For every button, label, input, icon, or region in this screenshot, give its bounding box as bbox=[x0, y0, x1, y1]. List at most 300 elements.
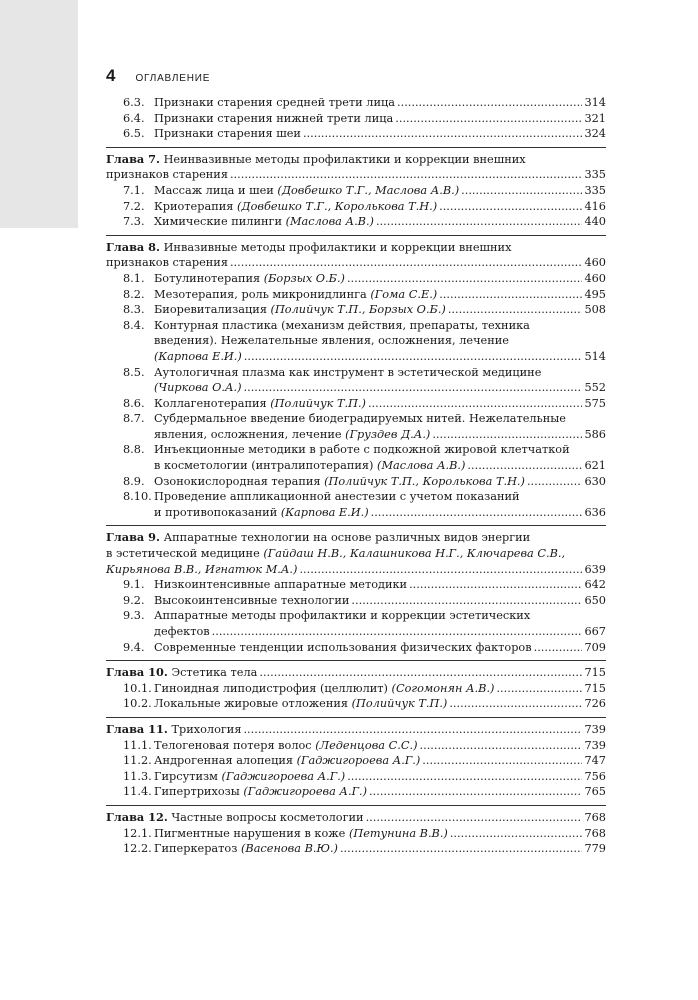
toc-line-text bbox=[106, 562, 297, 578]
chapter-title-text: признаков старения bbox=[106, 168, 228, 182]
entry-number: 8.6. bbox=[123, 396, 145, 410]
entry-authors: (Карпова Е.И.) bbox=[154, 349, 242, 363]
dot-leader bbox=[397, 95, 582, 111]
entry-body bbox=[154, 271, 606, 287]
entry-title-line: Аппаратные методы профилактики и коррекции эстетических bbox=[154, 609, 531, 623]
chapter-heading bbox=[106, 665, 606, 681]
entry-title-text: Пигментные нарушения в коже bbox=[154, 826, 346, 840]
page-ref: 726 bbox=[584, 697, 606, 711]
entry-body bbox=[154, 111, 606, 127]
toc-line-text bbox=[154, 199, 437, 215]
entry-number: 12.1. bbox=[123, 826, 152, 840]
chapter-heading bbox=[106, 530, 606, 577]
entry-body bbox=[154, 126, 606, 142]
page-ref: 514 bbox=[584, 349, 606, 363]
entry-title-text: дефектов bbox=[154, 625, 210, 638]
dot-leader bbox=[243, 722, 582, 738]
toc-line bbox=[154, 287, 606, 303]
entry-authors: (Маслова А.В.) bbox=[285, 215, 374, 229]
dot-leader bbox=[366, 810, 583, 826]
toc-line-text bbox=[154, 769, 345, 785]
entry-body bbox=[154, 474, 606, 490]
toc-line-text bbox=[154, 458, 465, 474]
toc-entry bbox=[106, 769, 606, 785]
toc-line-text bbox=[154, 640, 532, 656]
entry-title-text: Мезотерапия, роль микронидлинга bbox=[154, 287, 367, 301]
toc-line bbox=[154, 640, 606, 656]
entry-body bbox=[154, 199, 606, 215]
chapter-title-text: признаков старения bbox=[106, 256, 228, 270]
toc-line bbox=[106, 167, 606, 183]
page-ref: 440 bbox=[584, 215, 606, 229]
entry-authors: (Борзых О.Б.) bbox=[263, 271, 345, 285]
dot-leader bbox=[299, 562, 582, 578]
toc-entry bbox=[106, 640, 606, 656]
chapter-label: Глава 11. bbox=[106, 721, 168, 736]
page-ref: 416 bbox=[584, 199, 606, 213]
table-of-contents bbox=[106, 95, 606, 857]
dot-leader bbox=[347, 271, 583, 287]
page-ref: 756 bbox=[584, 769, 606, 783]
page-ref: 768 bbox=[584, 810, 606, 824]
entry-title-line: Контурная пластика (механизм действия, препараты, техника bbox=[154, 318, 530, 332]
page-ref: 747 bbox=[584, 754, 606, 768]
toc-chapter bbox=[106, 235, 606, 521]
page-ref: 621 bbox=[584, 459, 606, 473]
entry-body bbox=[154, 769, 606, 785]
chapter-label: Глава 7. bbox=[106, 151, 160, 166]
page-ref: 709 bbox=[584, 640, 606, 654]
dot-leader bbox=[420, 738, 583, 754]
page-ref: 495 bbox=[584, 287, 606, 301]
dot-leader bbox=[422, 753, 582, 769]
page-ref: 630 bbox=[584, 474, 606, 488]
dot-leader bbox=[432, 427, 582, 443]
entry-authors: (Гаджигороева А.Г.) bbox=[221, 769, 346, 783]
entry-title-text: в косметологии (интралипотерапия) bbox=[154, 459, 374, 473]
toc-line bbox=[154, 349, 606, 365]
page-ref: 321 bbox=[584, 111, 606, 125]
toc-line bbox=[154, 826, 606, 842]
page-ref: 715 bbox=[584, 681, 606, 695]
dot-leader bbox=[534, 640, 583, 656]
dot-leader bbox=[230, 255, 582, 271]
entry-body bbox=[154, 640, 606, 656]
toc-line-text bbox=[154, 474, 525, 490]
toc-line-text bbox=[154, 271, 345, 287]
toc-entry bbox=[106, 608, 606, 639]
dot-leader bbox=[244, 380, 583, 396]
entry-authors: (Полийчук Т.П., Королькова Т.Н.) bbox=[324, 474, 525, 488]
entry-authors: (Маслова А.В.) bbox=[377, 459, 466, 473]
dot-leader bbox=[449, 696, 582, 712]
toc-line-text bbox=[106, 810, 364, 826]
toc-line bbox=[154, 302, 606, 318]
entry-number: 11.3. bbox=[123, 769, 152, 783]
dot-leader bbox=[212, 624, 583, 640]
entry-title-text: Коллагенотерапия bbox=[154, 396, 267, 410]
toc-line bbox=[154, 577, 606, 593]
page-ref: 636 bbox=[584, 505, 606, 519]
entry-title-text: Локальные жировые отложения bbox=[154, 697, 349, 711]
entry-title-line: Субдермальное введение биодеградируемых нитей. Нежелательные bbox=[154, 412, 566, 426]
toc-line-text bbox=[154, 214, 374, 230]
entry-body bbox=[154, 183, 606, 199]
toc-line-text bbox=[154, 753, 420, 769]
entry-title-text: Телогеновая потеря волос bbox=[154, 738, 312, 752]
page-ref: 667 bbox=[584, 625, 606, 638]
entry-number: 9.4. bbox=[123, 640, 145, 654]
toc-entry bbox=[106, 199, 606, 215]
toc-chapter bbox=[106, 660, 606, 712]
toc-chapter bbox=[106, 717, 606, 800]
entry-number: 6.3. bbox=[123, 96, 145, 109]
entry-title-text: Гипертрихозы bbox=[154, 785, 240, 799]
entry-authors: (Полийчук Т.П., Борзых О.Б.) bbox=[270, 303, 446, 317]
page-ref: 768 bbox=[584, 826, 606, 840]
dot-leader bbox=[340, 841, 582, 857]
toc-line bbox=[154, 183, 606, 199]
toc-line bbox=[106, 722, 606, 738]
toc-line bbox=[154, 474, 606, 490]
entry-title-text: Андрогенная алопеция bbox=[154, 754, 294, 768]
entry-authors: (Полийчук Т.П.) bbox=[270, 396, 366, 410]
chapter-title-text: Трихология bbox=[171, 722, 242, 736]
toc-entry bbox=[106, 287, 606, 303]
entry-authors: (Леденцова С.С.) bbox=[315, 738, 418, 752]
chapter-authors: Кирьянова В.В., Игнатюк М.А.) bbox=[106, 562, 298, 576]
dot-leader bbox=[450, 826, 583, 842]
toc-entry bbox=[106, 271, 606, 287]
entry-number: 8.3. bbox=[123, 303, 145, 317]
toc-entry bbox=[106, 183, 606, 199]
toc-chapter bbox=[106, 525, 606, 655]
entry-body bbox=[154, 784, 606, 800]
entry-title-text: Признаки старения нижней трети лица bbox=[154, 111, 394, 125]
toc-entry bbox=[106, 593, 606, 609]
entry-title-text: явления, осложнения, лечение bbox=[154, 427, 342, 441]
toc-entry bbox=[106, 841, 606, 857]
chapter-title-line bbox=[106, 152, 606, 168]
toc-line-text bbox=[154, 427, 430, 443]
toc-chapter bbox=[106, 95, 606, 142]
entry-title-line: Инъекционные методики в работе с подкожной жировой клетчаткой bbox=[154, 443, 570, 457]
entry-body bbox=[154, 577, 606, 593]
dot-leader bbox=[369, 784, 582, 800]
chapter-title-line bbox=[106, 240, 606, 256]
toc-entry bbox=[106, 577, 606, 593]
toc-entry bbox=[106, 474, 606, 490]
entry-number: 11.4. bbox=[123, 785, 152, 799]
chapter-heading bbox=[106, 722, 606, 738]
entry-title-text: Криотерапия bbox=[154, 199, 234, 213]
entry-number: 8.8. bbox=[123, 443, 145, 457]
entry-title-text: и противопоказаний bbox=[154, 505, 278, 519]
entry-number: 9.1. bbox=[123, 578, 145, 592]
entry-number: 8.5. bbox=[123, 365, 145, 379]
page-ref: 460 bbox=[584, 271, 606, 285]
toc-line-text bbox=[154, 624, 210, 640]
entry-number: 8.7. bbox=[123, 412, 145, 426]
entry-body bbox=[154, 411, 606, 442]
chapter-heading bbox=[106, 240, 606, 271]
page-ref: 335 bbox=[584, 168, 606, 182]
entry-body bbox=[154, 593, 606, 609]
entry-number: 8.9. bbox=[123, 474, 145, 488]
page-ref: 460 bbox=[584, 256, 606, 270]
toc-line-text bbox=[106, 167, 228, 183]
entry-title-text: Озонокислородная терапия bbox=[154, 474, 321, 488]
entry-body bbox=[154, 489, 606, 520]
toc-line bbox=[154, 624, 606, 640]
entry-body bbox=[154, 442, 606, 473]
toc-line bbox=[154, 380, 606, 396]
toc-line bbox=[154, 681, 606, 697]
dot-leader bbox=[439, 199, 582, 215]
entry-number: 12.2. bbox=[123, 842, 152, 856]
entry-body bbox=[154, 841, 606, 857]
chapter-title-text: в эстетической медицине bbox=[106, 547, 260, 561]
entry-authors: (Полийчук Т.П.) bbox=[351, 697, 448, 711]
entry-number: 10.1. bbox=[123, 681, 152, 695]
entry-title-line: введения). Нежелательные явления, осложнения, лечение bbox=[154, 334, 509, 348]
toc-line-text bbox=[154, 826, 448, 842]
entry-body bbox=[154, 396, 606, 412]
toc-entry bbox=[106, 396, 606, 412]
dot-leader bbox=[448, 302, 583, 318]
chapter-heading bbox=[106, 810, 606, 826]
side-tab-decoration bbox=[0, 0, 78, 228]
toc-line-text bbox=[154, 593, 349, 609]
page-ref: 508 bbox=[584, 303, 606, 317]
toc-entry bbox=[106, 302, 606, 318]
page-ref: 324 bbox=[584, 127, 606, 141]
entry-body bbox=[154, 826, 606, 842]
toc-line bbox=[154, 271, 606, 287]
page-ref: 739 bbox=[584, 722, 606, 736]
toc-line-text bbox=[154, 577, 407, 593]
entry-body bbox=[154, 365, 606, 396]
dot-leader bbox=[303, 126, 582, 142]
entry-number: 11.1. bbox=[123, 738, 152, 752]
entry-body bbox=[154, 318, 606, 365]
dot-leader bbox=[461, 183, 582, 199]
page-header bbox=[106, 66, 210, 86]
entry-title-text: Гиноидная липодистрофия (целлюлит) bbox=[154, 681, 388, 695]
dot-leader bbox=[259, 665, 582, 681]
toc-line bbox=[154, 505, 606, 521]
entry-title-line: Проведение аппликационной анестезии с учетом показаний bbox=[154, 490, 520, 504]
entry-authors: (Согомонян А.В.) bbox=[391, 681, 495, 695]
page-ref: 335 bbox=[584, 183, 606, 197]
entry-number: 8.2. bbox=[123, 287, 145, 301]
dot-leader bbox=[376, 214, 582, 230]
entry-title-text: Гирсутизм bbox=[154, 769, 218, 783]
entry-body bbox=[154, 214, 606, 230]
page-ref: 715 bbox=[584, 666, 606, 680]
entry-body bbox=[154, 95, 606, 111]
toc-line-text bbox=[154, 505, 369, 521]
chapter-label: Глава 10. bbox=[106, 665, 168, 680]
entry-title-text: Признаки старения шеи bbox=[154, 127, 301, 141]
running-title: ОГЛАВЛЕНИЕ bbox=[135, 73, 211, 84]
entry-body bbox=[154, 287, 606, 303]
entry-number: 11.2. bbox=[123, 754, 152, 768]
entry-number: 9.3. bbox=[123, 609, 145, 623]
toc-line bbox=[154, 738, 606, 754]
toc-entry bbox=[106, 784, 606, 800]
toc-entry bbox=[106, 489, 606, 520]
toc-line bbox=[154, 111, 606, 127]
toc-line bbox=[154, 396, 606, 412]
toc-line-text bbox=[154, 380, 242, 396]
chapter-title-text: Эстетика тела bbox=[171, 666, 258, 680]
toc-line bbox=[154, 696, 606, 712]
toc-entry bbox=[106, 681, 606, 697]
dot-leader bbox=[496, 681, 582, 697]
dot-leader bbox=[371, 505, 583, 521]
entry-number: 9.2. bbox=[123, 593, 145, 607]
dot-leader bbox=[368, 396, 582, 412]
entry-number: 8.10. bbox=[123, 490, 152, 504]
page-number: 4 bbox=[106, 66, 116, 85]
entry-authors: (Довбешко Т.Г., Королькова Т.Н.) bbox=[237, 199, 438, 213]
toc-chapter bbox=[106, 147, 606, 230]
toc-line-text bbox=[154, 696, 447, 712]
entry-body bbox=[154, 738, 606, 754]
toc-entry bbox=[106, 126, 606, 142]
page-ref: 650 bbox=[584, 593, 606, 607]
chapter-title-text: Аппаратные технологии на основе различных видов энергии bbox=[163, 531, 531, 545]
toc-line-text bbox=[154, 183, 459, 199]
toc-line-text bbox=[154, 841, 338, 857]
entry-title-text: Химические пилинги bbox=[154, 215, 282, 229]
toc-line-text bbox=[154, 784, 367, 800]
dot-leader bbox=[409, 577, 582, 593]
chapter-title-text: Частные вопросы косметологии bbox=[171, 810, 364, 824]
toc-line-text bbox=[106, 665, 257, 681]
entry-body bbox=[154, 753, 606, 769]
entry-title-text: Высокоинтенсивные технологии bbox=[154, 593, 350, 607]
chapter-label: Глава 9. bbox=[106, 530, 160, 545]
entry-title-text: Массаж лица и шеи bbox=[154, 183, 274, 197]
toc-line-text bbox=[106, 722, 241, 738]
toc-line bbox=[154, 214, 606, 230]
toc-line-text bbox=[154, 126, 301, 142]
entry-authors: (Гаджигороева А.Г.) bbox=[296, 754, 421, 768]
page-ref: 575 bbox=[584, 396, 606, 410]
entry-number: 10.2. bbox=[123, 697, 152, 711]
entry-body bbox=[154, 696, 606, 712]
page-ref: 552 bbox=[584, 381, 606, 395]
toc-line bbox=[154, 458, 606, 474]
entry-body bbox=[154, 608, 606, 639]
entry-title-text: Гиперкератоз bbox=[154, 842, 238, 856]
entry-title-text: Низкоинтенсивные аппаратные методики bbox=[154, 578, 408, 592]
dot-leader bbox=[395, 111, 582, 127]
entry-authors: (Васенова В.Ю.) bbox=[240, 842, 338, 856]
toc-entry bbox=[106, 826, 606, 842]
toc-line bbox=[106, 255, 606, 271]
toc-line-text bbox=[154, 95, 395, 111]
toc-line bbox=[154, 753, 606, 769]
chapter-title-text: Неинвазивные методы профилактики и коррекции внешних bbox=[163, 152, 526, 166]
entry-number: 6.4. bbox=[123, 111, 145, 125]
dot-leader bbox=[439, 287, 582, 303]
toc-line-text bbox=[154, 111, 393, 127]
toc-line bbox=[154, 769, 606, 785]
chapter-label: Глава 12. bbox=[106, 809, 168, 824]
entry-number: 8.1. bbox=[123, 271, 145, 285]
chapter-title-text: Инвазивные методы профилактики и коррекции внешних bbox=[163, 240, 512, 254]
chapter-label: Глава 8. bbox=[106, 239, 160, 254]
entry-body bbox=[154, 302, 606, 318]
page-ref: 642 bbox=[584, 578, 606, 592]
dot-leader bbox=[527, 474, 583, 490]
toc-entry bbox=[106, 411, 606, 442]
toc-line bbox=[154, 199, 606, 215]
toc-entry bbox=[106, 214, 606, 230]
toc-entry bbox=[106, 442, 606, 473]
toc-line bbox=[106, 810, 606, 826]
page-ref: 739 bbox=[584, 738, 606, 752]
chapter-title-line bbox=[106, 546, 606, 562]
toc-entry bbox=[106, 365, 606, 396]
dot-leader bbox=[351, 593, 582, 609]
entry-authors: (Груздев Д.А.) bbox=[345, 427, 431, 441]
dot-leader bbox=[467, 458, 582, 474]
entry-authors: (Карпова Е.И.) bbox=[280, 505, 369, 519]
entry-title-text: Признаки старения средней трети лица bbox=[154, 96, 396, 109]
toc-entry bbox=[106, 753, 606, 769]
toc-entry bbox=[106, 95, 606, 111]
entry-authors: (Чиркова О.А.) bbox=[154, 381, 242, 395]
toc-entry bbox=[106, 318, 606, 365]
toc-line bbox=[106, 665, 606, 681]
toc-chapter bbox=[106, 805, 606, 857]
toc-line-text bbox=[154, 287, 437, 303]
entry-authors: (Гома С.Е.) bbox=[370, 287, 438, 301]
chapter-heading bbox=[106, 152, 606, 183]
entry-authors: (Гаджигороева А.Г.) bbox=[243, 785, 368, 799]
toc-line bbox=[154, 427, 606, 443]
toc-line-text bbox=[154, 396, 366, 412]
entry-authors: (Петунина В.В.) bbox=[348, 826, 448, 840]
entry-title-text: Биоревитализация bbox=[154, 303, 267, 317]
entry-title-text: Ботулинотерапия bbox=[154, 271, 261, 285]
entry-number: 7.1. bbox=[123, 183, 145, 197]
toc-line-text bbox=[106, 255, 228, 271]
toc-entry bbox=[106, 696, 606, 712]
entry-title-line: Аутологичная плазма как инструмент в эстетической медицине bbox=[154, 365, 542, 379]
toc-line bbox=[154, 95, 606, 111]
page-ref: 586 bbox=[584, 427, 606, 441]
page-ref: 314 bbox=[584, 96, 606, 109]
entry-title-text: Современные тенденции использования физических факторов bbox=[154, 640, 532, 654]
dot-leader bbox=[244, 349, 583, 365]
toc-entry bbox=[106, 111, 606, 127]
toc-line-text bbox=[154, 681, 494, 697]
toc-line bbox=[154, 126, 606, 142]
toc-line bbox=[154, 784, 606, 800]
toc-line bbox=[154, 841, 606, 857]
entry-authors: (Довбешко Т.Г., Маслова А.В.) bbox=[277, 183, 460, 197]
dot-leader bbox=[230, 167, 582, 183]
toc-line bbox=[106, 562, 606, 578]
page-ref: 639 bbox=[584, 562, 606, 576]
toc-line-text bbox=[154, 349, 242, 365]
entry-number: 7.3. bbox=[123, 215, 145, 229]
